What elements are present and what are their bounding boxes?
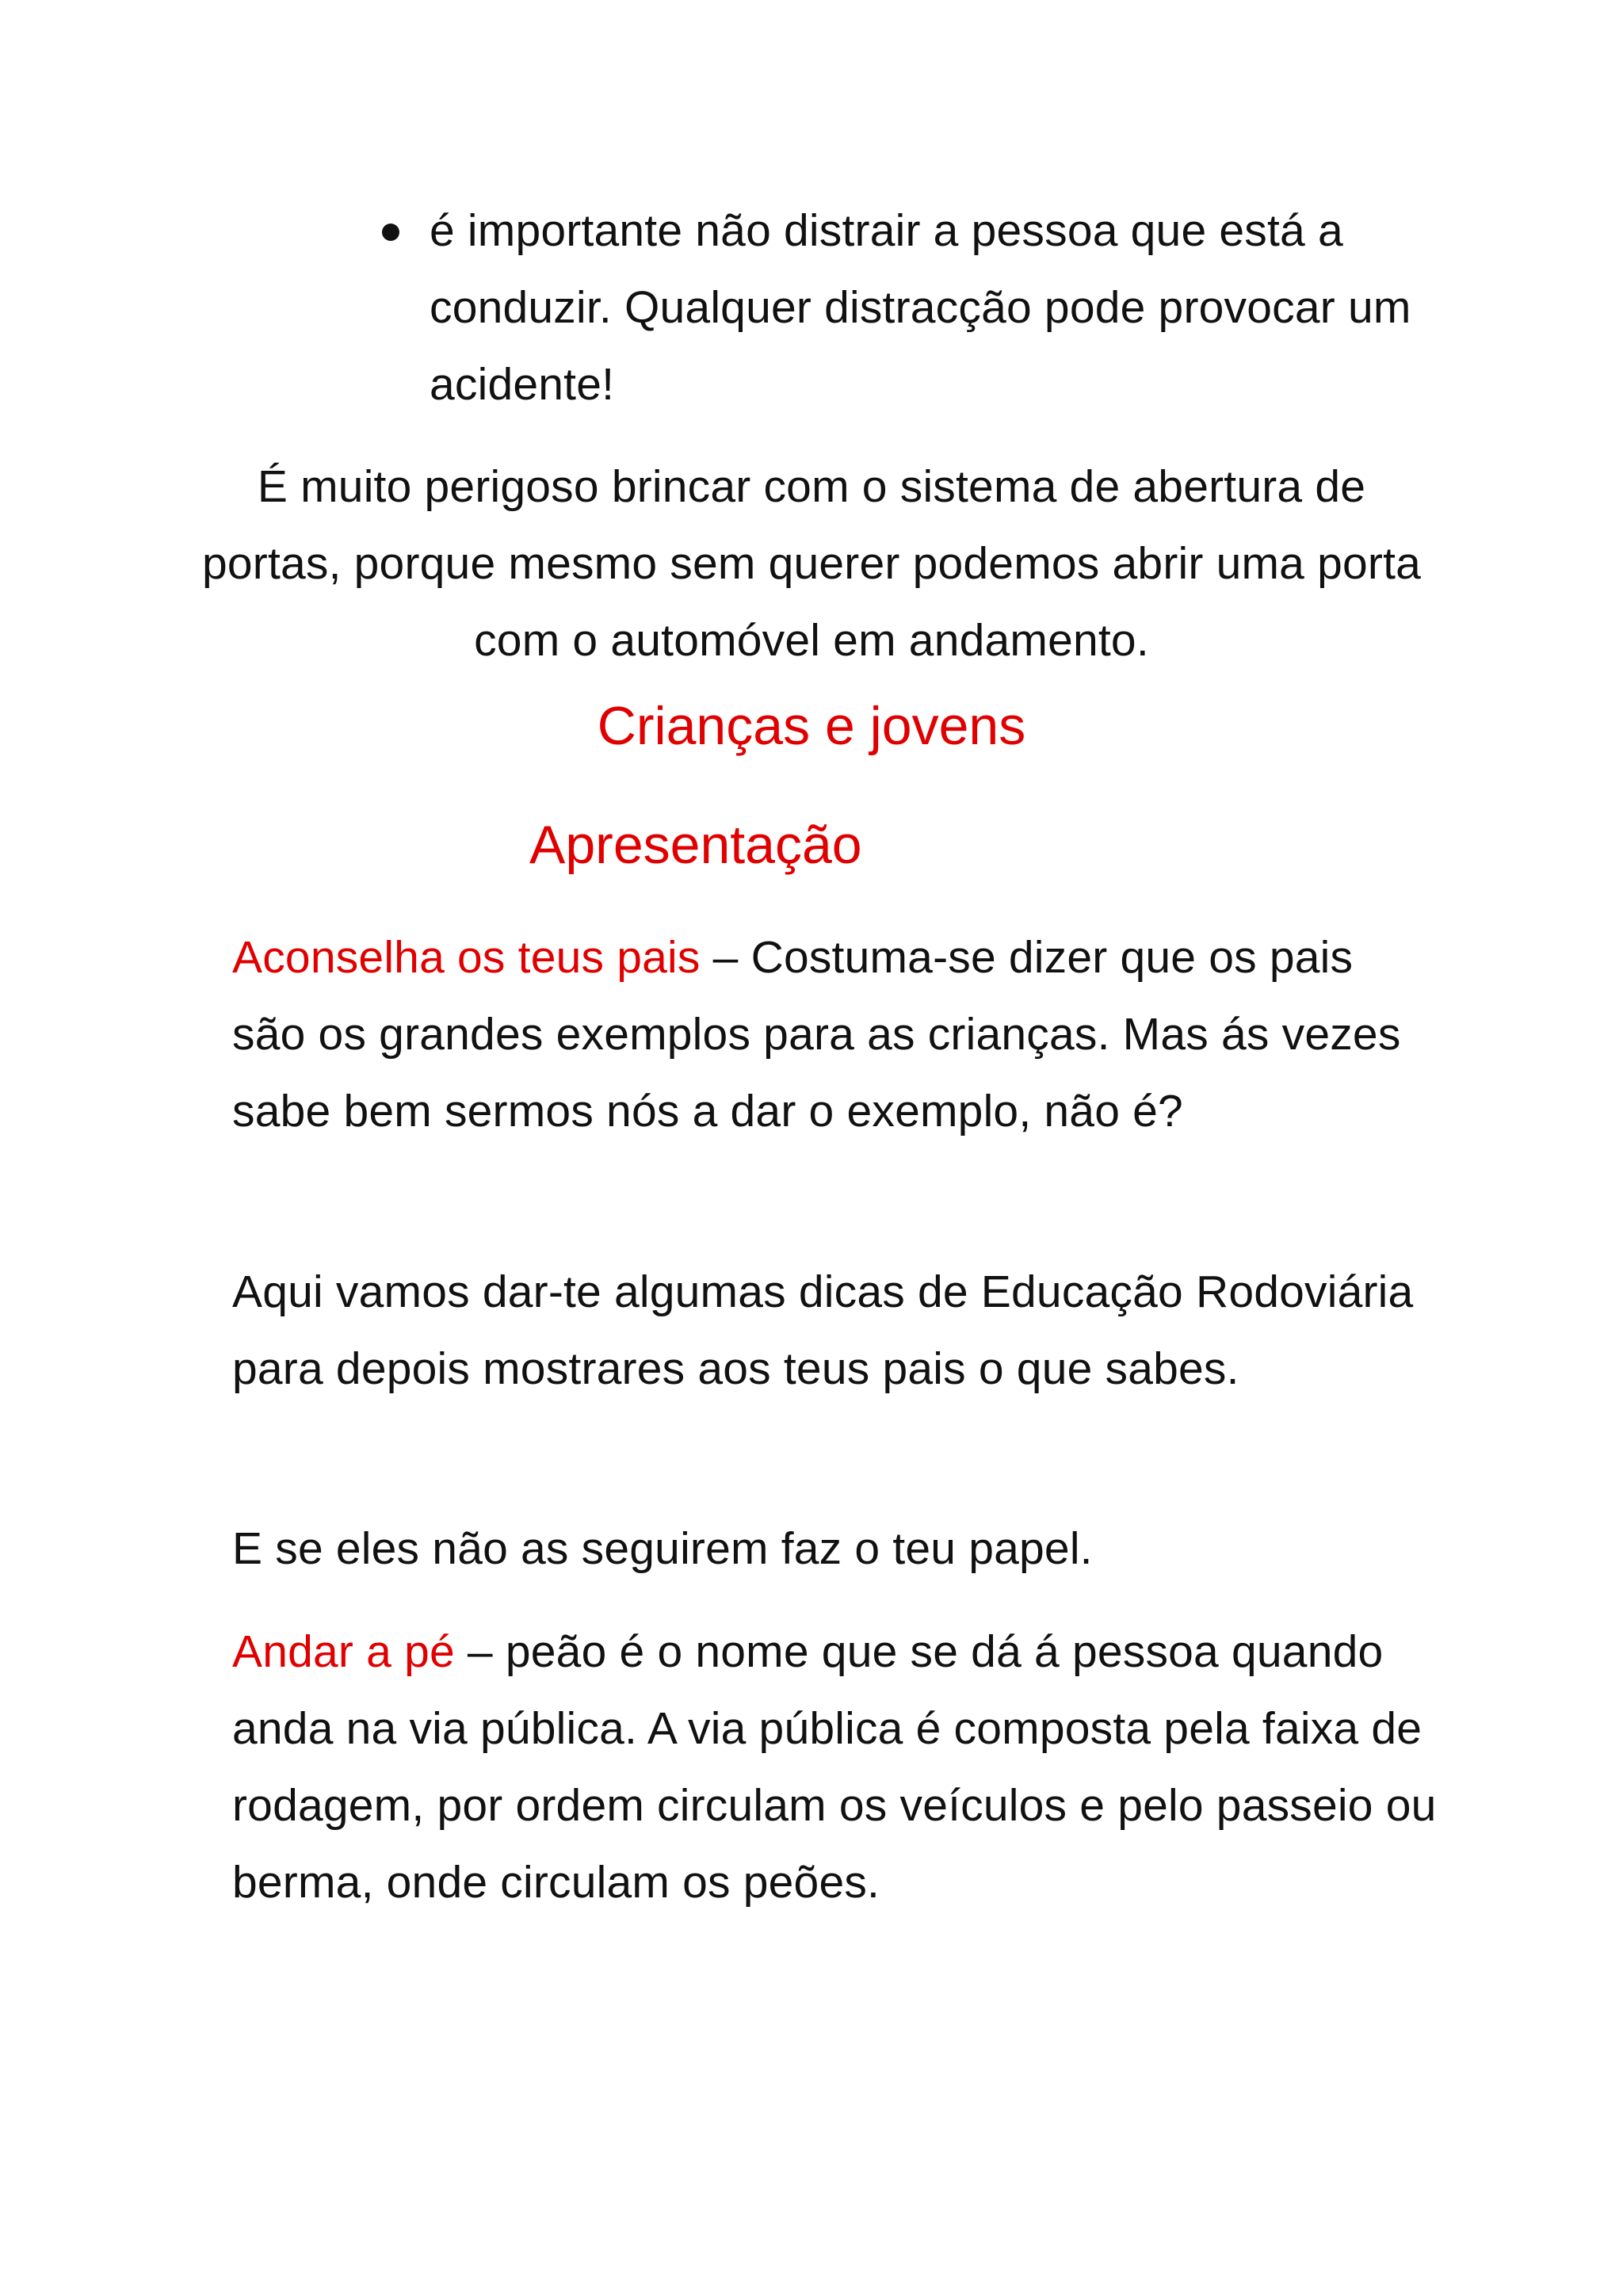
- andar-paragraph: [232, 1614, 1437, 1921]
- bullet-point-icon: [382, 223, 399, 241]
- andar-body: – peão é o nome que se dá á pessoa quando anda na via pública. A via pública é composta pela faixa de rodagem, por ordem circulam os veículos e pelo passeio ou berma, onde circulam os peões.: [232, 1626, 1437, 1908]
- door-safety-paragraph: É muito perigoso brincar com o sistema de abertura de portas, porque mesmo sem querer podemos abrir uma porta com o automóvel em andamento.: [201, 461, 1422, 666]
- aconselha-body: – Costuma-se dizer que os pais são os grandes exemplos para as crianças. Mas ás vezes sabe bem sermos nós a dar o exemplo, não é?: [232, 932, 1401, 1137]
- subsection-heading: Apresentação: [529, 815, 862, 875]
- andar-lead: Andar a pé: [232, 1626, 455, 1677]
- aconselha-lead: Aconselha os teus pais: [232, 932, 701, 983]
- bullet-item-text: é importante não distrair a pessoa que está a conduzir. Qualquer distracção pode provocar um acidente!: [430, 205, 1411, 410]
- tips-paragraph: Aqui vamos dar-te algumas dicas de Educação Rodoviária para depois mostrares aos teus pais o que sabes.: [232, 1266, 1414, 1394]
- aconselha-paragraph: [232, 919, 1437, 1150]
- role-paragraph: E se eles não as seguirem faz o teu papel.: [232, 1523, 1093, 1574]
- section-heading: Crianças e jovens: [597, 696, 1026, 756]
